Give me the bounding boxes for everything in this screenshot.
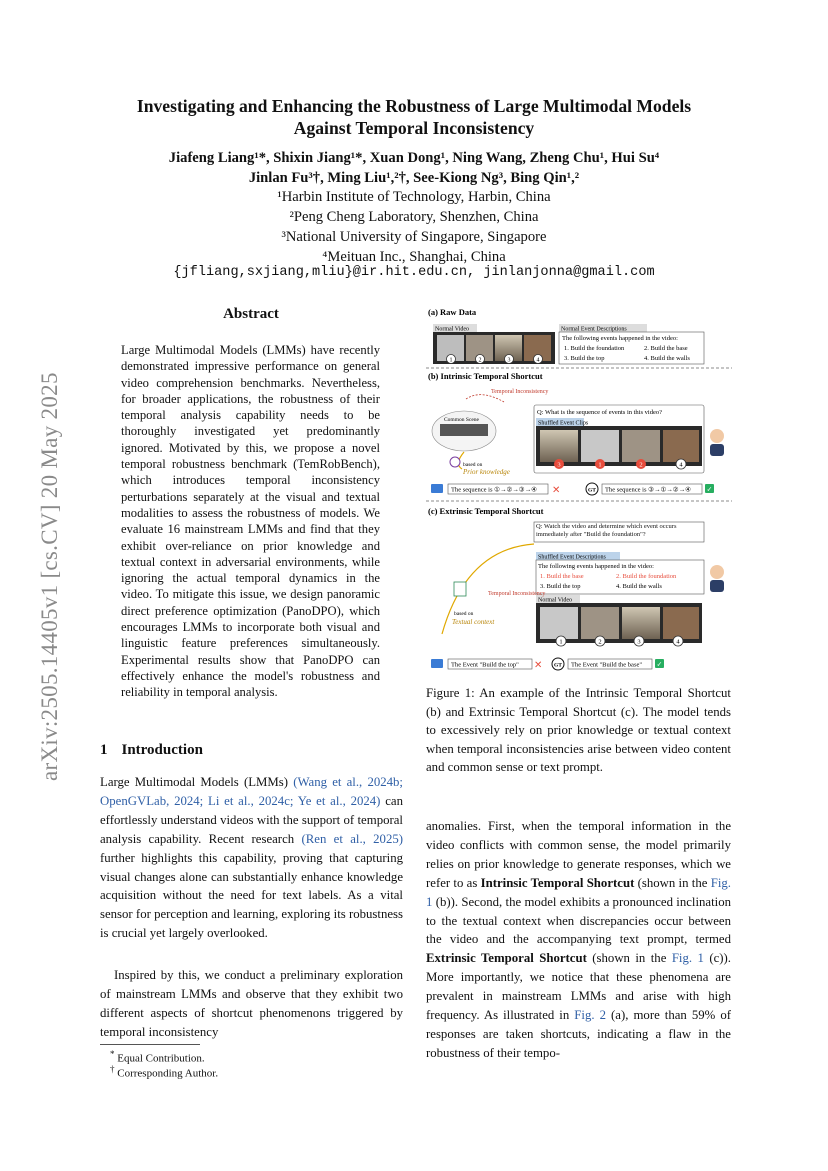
inconsistency-arrow [466, 395, 504, 402]
term-intrinsic: Intrinsic Temporal Shortcut [480, 875, 635, 890]
desc-intro: The following events happened in the video: [538, 563, 654, 570]
text-run: can effortlessly understand videos with the support of temporal analysis capability. Recent research [100, 793, 403, 846]
question-b: Q: What is the sequence of events in this video? [537, 409, 662, 416]
text-run: (c)). More importantly, we notice that these phenomena are prevalent in mainstream LMMs and arise with high frequency. As illustrated in [426, 951, 731, 1023]
step-number: 4 [536, 357, 540, 364]
step-number: 1 [598, 461, 602, 469]
step-number: 2 [598, 638, 602, 646]
section-number: 1 [100, 742, 108, 758]
gt-label: GT [588, 487, 596, 494]
step-number: 2 [639, 461, 643, 469]
step-number: 2 [478, 357, 482, 364]
figure-caption: Figure 1: An example of the Intrinsic Temporal Shortcut (b) and Extrinsic Temporal Shortcut (c). The model tends to excessively rely on prior knowledge or textual context when temporal inconsistencies arise between video content and common sense or text prompt. [426, 686, 731, 774]
panel-c-title: (c) Extrinsic Temporal Shortcut [428, 506, 544, 516]
gt-label: GT [554, 662, 562, 669]
author-list [90, 148, 738, 188]
citation-link[interactable]: (Ren et al., 2025) [301, 831, 404, 846]
event-item: 4. Build the walls [644, 355, 690, 362]
shuffled-clips-label: Shuffled Event Clips [538, 420, 589, 427]
authors-line-1: Jiafeng Liang¹*, Shixin Jiang¹*, Xuan Dong¹, Ning Wang, Zheng Chu¹, Hui Su⁴ [168, 150, 660, 166]
footnote-text: Equal Contribution. [117, 1052, 205, 1065]
gt-answer-c-text: The Event "Build the base" [571, 661, 643, 669]
document-icon [454, 582, 466, 596]
event-item: 1. Build the foundation [564, 345, 625, 352]
monitor-icon [431, 659, 443, 668]
check-glyph-icon: ✓ [706, 485, 713, 494]
monitor-icon [431, 484, 443, 493]
temporal-inconsistency-label: Temporal Inconsistency [488, 591, 546, 597]
model-answer-b-text: The sequence is ①→②→③→④ [451, 486, 537, 494]
wrong-mark-icon: ✕ [552, 485, 561, 496]
shuffled-event: 3. Build the top [540, 583, 581, 590]
figure-link[interactable]: Fig. 1 [426, 875, 731, 909]
figure-link[interactable]: Fig. 1 [671, 951, 704, 966]
event-item: 3. Build the top [564, 355, 605, 362]
person-body-icon [710, 444, 724, 456]
arxiv-identifier: arXiv:2505.14405v1 [cs.CV] 20 May 2025 [37, 372, 62, 781]
text-run: further highlights this capability, proving that capturing visual changes alone can substantially enhance knowledge acquisition without the need for text labels. As a vital sensor for perception and learning, exploring its robustness is crucial yet largely overlooked. [100, 850, 403, 941]
gt-answer-b-text: The sequence is ③→①→②→④ [605, 486, 691, 494]
abstract-text: Large Multimodal Models (LMMs) have recently demonstrated impressive performance on general video comprehension benchmarks. Nevertheless, for broader applications, the robustness of their temporal analysis capability needs to be thoroughly investigated yet predominantly ignored. Motivated by this, we propose a novel temporal robustness benchmark (TemRobBench), which introduces temporal inconsistency perturbations separately at the visual and textual modalities to assess the robustness of models. We evaluate 16 mainstream LMMs and find that they exhibit over-reliance on prior knowledge and textual context in adversarial environments, while ignoring the actual temporal dynamics in the video. To mitigate this issue, we design panoramic direct preference optimization (PanoDPO), which encourages LMMs to incorporate both visual and linguistic feature preferences simultaneously. Experimental results show that PanoDPO can effectively enhance the model's robustness and reliability in temporal analysis. [121, 343, 380, 700]
desc-intro: The following events happened in the video: [562, 335, 678, 342]
normal-video-label: Normal Video [435, 326, 470, 333]
person-icon [710, 429, 724, 443]
footnote-equal: * Equal Contribution. [110, 1049, 205, 1065]
abstract-heading: Abstract [223, 306, 279, 322]
check-glyph-icon: ✓ [656, 660, 663, 669]
event-item: 2. Build the base [644, 345, 688, 352]
contact-email: {jfliang,sxjiang,mliu}@ir.hit.edu.cn, jinlanjonna@gmail.com [173, 265, 655, 280]
intro-paragraph-2: Inspired by this, we conduct a preliminary exploration of mainstream LMMs and observe that they exhibit two different aspects of shortcut phenomenons triggered by temporal inconsistency [100, 968, 403, 1039]
text-run: (shown in the [586, 951, 672, 966]
figure-1 [426, 304, 732, 678]
panel-a-title: (a) Raw Data [428, 307, 477, 317]
citation-link[interactable]: (Wang et al., 2024b; OpenGVLab, 2024; Li et al., 2024c; Ye et al., 2024) [100, 775, 403, 808]
wrong-mark-icon: ✕ [534, 660, 543, 671]
common-scene-label: Common Scene [444, 417, 479, 423]
paper-title [90, 95, 738, 139]
intro-paragraph-1 [100, 773, 403, 943]
step-number: 4 [676, 638, 680, 646]
shuffled-event: 1. Build the base [540, 573, 584, 580]
person-body-icon [710, 580, 724, 592]
footnote-corresponding: † Corresponding Author. [110, 1064, 219, 1080]
question-c: Q: Watch the video and determine which event occurs immediately after "Build the foundation"? [536, 523, 677, 538]
based-on-label: based on [463, 462, 483, 468]
step-number: 1 [449, 357, 453, 364]
footnote-text: Corresponding Author. [117, 1067, 219, 1080]
step-number: 1 [559, 638, 563, 646]
text-run: (shown in the [634, 875, 711, 890]
affiliation-3: ³National University of Singapore, Singapore [281, 229, 547, 245]
term-extrinsic: Extrinsic Temporal Shortcut [426, 951, 587, 966]
step-number: 4 [679, 461, 683, 469]
step-number: 3 [557, 461, 561, 469]
authors-line-2: Jinlan Fu³†, Ming Liu¹,²†, See-Kiong Ng³, Bing Qin¹,² [248, 170, 580, 186]
title-line-2: Against Temporal Inconsistency [293, 118, 535, 138]
text-run: Large Multimodal Models (LMMs) [100, 775, 294, 789]
prior-knowledge-label: Prior knowledge [463, 468, 510, 476]
step-number: 3 [507, 357, 511, 364]
shuffled-desc-label: Shuffled Event Descriptions [538, 554, 606, 561]
affiliation-4: ⁴Meituan Inc., Shanghai, China [322, 249, 506, 265]
figure-link[interactable]: Fig. 2 [574, 1008, 606, 1023]
textual-context-label: Textual context [452, 618, 495, 626]
footnote-divider [100, 1044, 200, 1045]
intro-paragraph-continued [426, 817, 731, 1063]
panel-b-title: (b) Intrinsic Temporal Shortcut [428, 371, 543, 381]
normal-desc-label: Normal Event Descriptions [561, 326, 627, 333]
model-answer-c-text: The Event "Build the top" [451, 661, 519, 669]
shuffled-event: 4. Build the walls [616, 583, 662, 590]
affiliations [90, 187, 738, 267]
text-run: (a), more than 59% of responses are taken shortcuts, indicating a flaw in the robustness of their tempo- [426, 1008, 731, 1060]
affiliation-2: ²Peng Cheng Laboratory, Shenzhen, China [289, 209, 539, 225]
temporal-inconsistency-label: Temporal Inconsistency [491, 389, 549, 395]
shuffled-event: 2. Build the foundation [616, 573, 677, 580]
title-line-1: Investigating and Enhancing the Robustness of Large Multimodal Models [136, 96, 692, 116]
text-run: anomalies. First, when the temporal information in the video conflicts with common sense, the model primarily relies on prior knowledge to generate responses, which we refer to as [426, 819, 731, 890]
globe-icon [450, 457, 460, 467]
person-icon [710, 565, 724, 579]
based-on-label: based on [454, 611, 474, 617]
section-heading [100, 742, 217, 759]
text-run: (b)). Second, the model exhibits a pronounced inclination to the textual context when discrepancies occur between the video and the accompanying text prompt, termed [426, 894, 731, 947]
section-title: Introduction [121, 742, 203, 758]
mini-strip [440, 424, 488, 436]
affiliation-1: ¹Harbin Institute of Technology, Harbin, China [277, 189, 551, 205]
normal-video-label: Normal Video [538, 597, 573, 604]
step-number: 3 [637, 638, 641, 646]
